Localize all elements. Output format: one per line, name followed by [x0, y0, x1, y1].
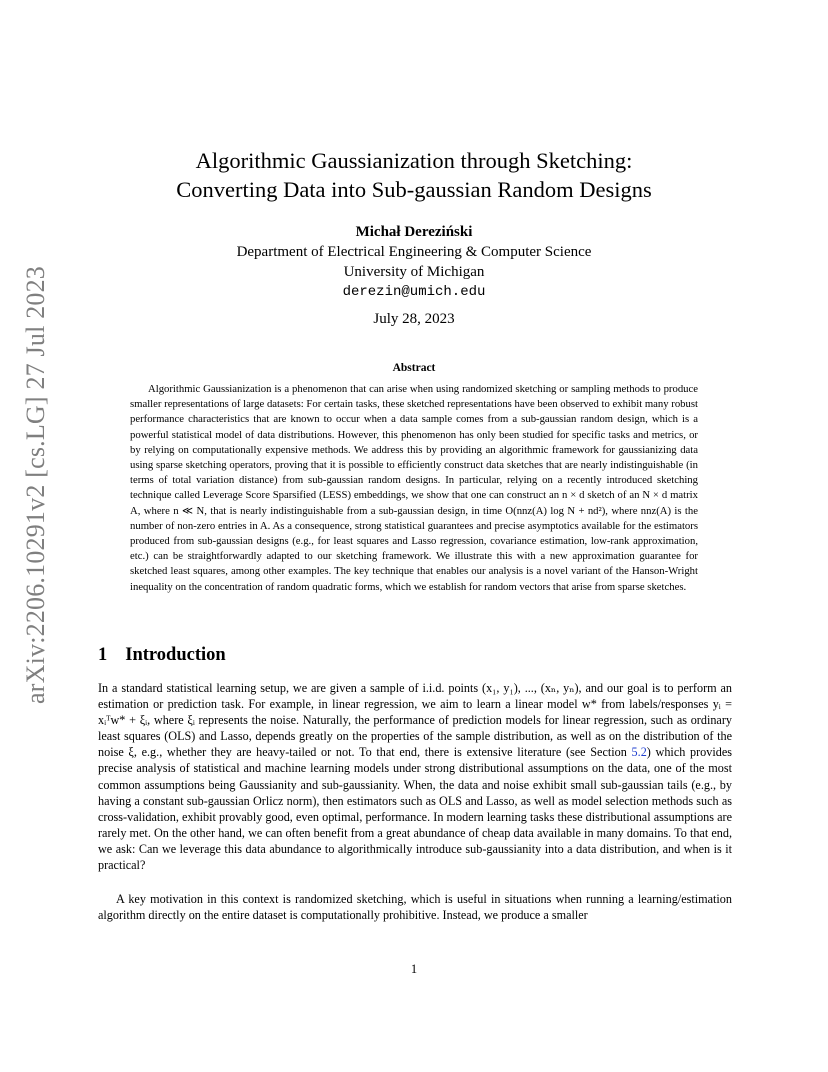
author-email: derezin@umich.edu	[342, 284, 486, 300]
section-reference-link[interactable]: 5.2	[631, 745, 647, 760]
section-title: Introduction	[125, 645, 226, 665]
author-department: Department of Electrical Engineering & Computer Science	[236, 244, 592, 260]
section-number: 1	[98, 645, 108, 665]
author-university: University of Michigan	[343, 264, 485, 280]
page-number: 1	[410, 962, 418, 976]
arxiv-identifier-text: arXiv:2206.10291v2 [cs.LG] 27 Jul 2023	[21, 266, 50, 704]
abstract-body: Algorithmic Gaussianization is a phenomenon that can arise when using randomized sketching or sampling methods to produce smaller representations of large datasets: For certain tasks, these sketched representations have been observed to exhibit many robust performance characteristics that are known to occur when a data sample comes from a sub-gaussian random design, which is a powerful statistical model of data distributions. However, this phenomenon has only been studied for specific tasks and metrics, or by relying on computationally expensive methods. We address this by providing an algorithmic framework for gaussianizing data using sparse sketching operators, proving that it is possible to efficiently construct data sketches that are nearly indistinguishable (in terms of total variation distance) from sub-gaussian random designs. In particular, relying on a recently introduced sketching technique called Leverage Score Sparsified (LESS) embeddings, we show that one can construct an n × d sketch of an N × d matrix A, where n ≪ N, that is nearly indistinguishable from a sub-gaussian design, in time O(nnz(A) log N + nd²), where nnz(A) is the number of non-zero entries in A. As a consequence, strong statistical guarantees and precise asymptotics available for the estimators produced from sub-gaussian designs (e.g., for least squares and Lasso regression, covariance estimation, low-rank approximation, etc.) can be straightforwardly adapted to our sketching framework. We illustrate this with a new approximation guarantee for sketched least squares, among other examples. The key technique that enables our analysis is a novel variant of the Hanson-Wright inequality on the concentration of random quadratic forms, which we establish for random vectors that arise from sparse sketches.	[130, 383, 698, 593]
paper-date: July 28, 2023	[373, 311, 455, 327]
section-heading	[98, 645, 226, 666]
author-name: Michał Dereziński	[355, 224, 473, 240]
intro-paragraph-1-text-b: ) which provides precise analysis of statistical and machine learning models under strong distributional assumptions on the data, one of the most common assumptions being Gaussianity and sub-gaussianity. When, the data and noise exhibit small sub-gaussian tails (e.g., by having a constant sub-gaussian Orlicz norm), then estimators such as OLS and Lasso, as well as model selection methods such as cross-validation, exhibit provably good, even optimal, performance. In modern learning tasks these distributional assumptions are rarely met. On the other hand, we can often benefit from a great abundance of cheap data available in many domains. To that end, we ask: Can we leverage this data abundance to algorithmically introduce sub-gaussianity into a data distribution, and when is it practical?	[98, 745, 732, 873]
paper-title	[0, 146, 828, 204]
paper-title-line-1: Algorithmic Gaussianization through Sketching:	[195, 148, 633, 173]
intro-paragraph-1-text-a: In a standard statistical learning setup, we are given a sample of i.i.d. points (x₁, y₁), ..., (xₙ, yₙ), and our goal is to perform an estimation or prediction task. For example, in linear regression, we aim to learn a linear model w* from labels/responses yᵢ = xᵢᵀw* + ξᵢ, where ξᵢ represents the noise. Naturally, the performance of prediction models for linear regression, such as ordinary least squares (OLS) and Lasso, depends greatly on the properties of the sample distribution, as well as on the distribution of the noise ξ, e.g., whether they are heavy-tailed or not. To that end, there is extensive literature (see Section	[98, 681, 732, 760]
author-block	[0, 222, 828, 302]
abstract-heading: Abstract	[392, 362, 436, 374]
arxiv-identifier-stamp	[4, 266, 68, 704]
intro-paragraph-2: A key motivation in this context is randomized sketching, which is useful in situations when running a learning/estimation algorithm directly on the entire dataset is computationally prohibitive. Instead, we produce a smaller	[98, 892, 732, 923]
intro-paragraph-1	[98, 680, 732, 873]
paper-title-line-2: Converting Data into Sub-gaussian Random Designs	[176, 177, 652, 202]
